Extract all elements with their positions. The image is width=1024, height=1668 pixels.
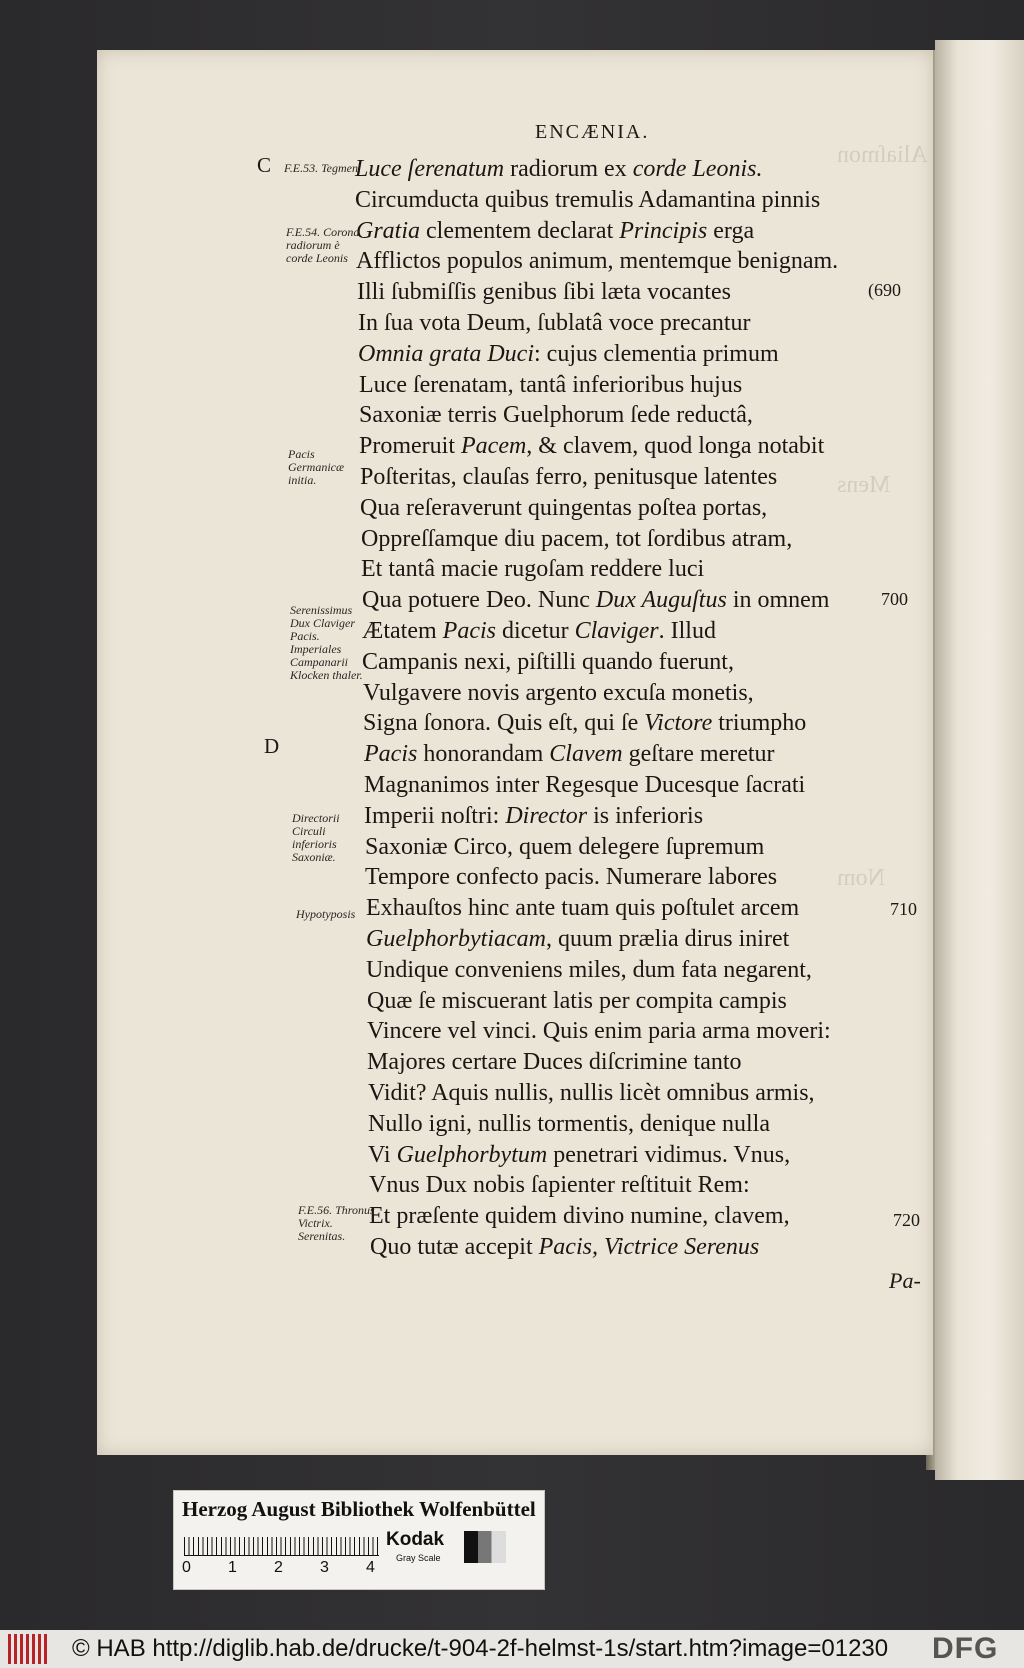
verse-line [368, 1079, 815, 1107]
verse-segment: Pacis [442, 618, 496, 644]
footer-bar [0, 1630, 1024, 1668]
verse-line [359, 432, 824, 460]
line-number: 700 [881, 589, 908, 609]
verse-segment: Oppreſſamque diu pacem, tot ſordibus atram, [361, 526, 793, 552]
verse-segment: Dux Auguſtus [595, 587, 727, 613]
verse-segment: Signa ſonora. Quis eſt, qui ſe [363, 710, 645, 736]
scale-ruler [184, 1537, 379, 1556]
verse-segment: corde Leonis. [632, 156, 763, 182]
gray-scale-patches [464, 1531, 506, 1563]
verse-segment: Vidit? Aquis nullis, nullis licèt omnibus armis, [368, 1080, 815, 1106]
library-name: Herzog August Bibliothek Wolfenbüttel [182, 1497, 536, 1521]
signature-mark-d: D [264, 734, 280, 758]
verse-segment: Guelphorbytiacam [366, 926, 546, 952]
verse-segment: is inferioris [587, 803, 704, 829]
verse-line [355, 155, 762, 183]
ruler-number: 4 [366, 1559, 375, 1576]
side-note: Hypotyposis [296, 907, 356, 921]
verse-line [364, 771, 805, 799]
verse-line [360, 494, 767, 522]
line-number: 710 [890, 899, 917, 919]
verse-segment: Principis [619, 218, 708, 244]
verse-line [367, 1048, 742, 1076]
verse-segment: Campanis nexi, piſtilli quando fuerunt, [362, 649, 734, 675]
verse-segment: Omnia grata Duci [358, 341, 534, 367]
footer-url[interactable]: © HAB http://diglib.hab.de/drucke/t-904-2f-helmst-1s/start.htm?image=01230 [72, 1635, 889, 1662]
verse-segment: Clavem [549, 741, 623, 767]
ruler-number: 1 [228, 1559, 237, 1576]
verse-segment: in omnem [726, 587, 830, 613]
verse-segment: Pacem [461, 433, 527, 459]
verse-segment: dicetur [495, 618, 575, 644]
verse-line [355, 186, 820, 214]
verse-segment: Saxoniæ terris Guelphorum ſede reductâ, [359, 402, 753, 428]
verse-segment: Undique conveniens miles, dum fata negarent, [366, 957, 812, 983]
verse-segment: Claviger [574, 618, 659, 644]
verse-segment: penetrari vidimus. Vnus, [547, 1142, 791, 1168]
verse-line [361, 555, 704, 583]
verse-segment: Ætatem [362, 618, 443, 644]
verse-segment: Vincere vel vinci. Quis enim paria arma moveri: [367, 1018, 831, 1044]
verse-line [356, 247, 838, 275]
verse-line [366, 894, 799, 922]
verse-line [366, 925, 789, 953]
verse-line [365, 863, 777, 891]
verse-line [364, 740, 775, 768]
verse-line [370, 1233, 759, 1261]
verse-segment: Nullo igni, nullis tormentis, denique nulla [368, 1111, 770, 1137]
verse-line [362, 617, 716, 645]
verse-segment: Tempore confecto pacis. Numerare labores [365, 864, 778, 890]
verse-line [369, 1202, 790, 1230]
verse-segment: Pacis [364, 741, 418, 767]
bleed-through: Nom [837, 865, 885, 891]
ruler-number: 0 [182, 1559, 191, 1576]
verse-segment: Circumducta quibus tremulis Adamantina pinnis [355, 187, 821, 213]
verse-segment: Illi ſubmiſſis genibus ſibi læta vocantes [357, 279, 731, 305]
verse-line [363, 709, 806, 737]
verse-segment: Quæ ſe miscuerant latis per compita campis [367, 988, 787, 1014]
verse-segment: Majores certare Duces diſcrimine tanto [367, 1049, 742, 1075]
running-head: ENCÆNIA. [535, 121, 650, 143]
dfg-logo: DFG [932, 1632, 999, 1665]
side-note: F.E.53. Tegmen. [284, 161, 362, 175]
verse-line [359, 401, 753, 429]
side-note: Serenissimus Dux Claviger Pacis. Imperiales Campanarii Klocken thaler. [290, 603, 363, 682]
verse-segment: Afflictos populos animum, mentemque benignam. [356, 248, 839, 274]
side-note: Directorii Circuli inferioris Saxoniæ. [292, 811, 340, 864]
verse-segment: Luce ſerenatam, tantâ inferioribus hujus [359, 372, 743, 398]
bleed-through: Aliaſmon [837, 142, 928, 168]
barcode-icon [8, 1634, 48, 1664]
signature-mark-c: C [257, 153, 272, 177]
side-note: F.E.54. Corona radiorum è corde Leonis [286, 225, 360, 265]
verse-line [361, 525, 792, 553]
verse-line [364, 802, 703, 830]
verse-segment: Et præſente quidem divino numine, clavem, [369, 1203, 790, 1229]
verse-segment: : cujus clementia primum [534, 341, 779, 367]
verse-segment: Exhauſtos hinc ante tuam quis poſtulet arcem [366, 895, 800, 921]
verse-line [365, 833, 764, 861]
verse-segment: In ſua vota Deum, ſublatâ voce precantur [358, 310, 751, 336]
verse-segment: Poſteritas, clauſas ferro, penitusque latentes [360, 464, 778, 490]
verse-segment: Pacis, Victrice Serenus [538, 1234, 760, 1260]
ruler-number: 3 [320, 1559, 329, 1576]
verse-line [362, 648, 734, 676]
adjacent-page-edge [935, 40, 1024, 1480]
verse-segment: Qua potuere Deo. Nunc [362, 587, 596, 613]
verse-line [356, 217, 754, 245]
verse-segment: Qua reſeraverunt quingentas poſtea portas, [360, 495, 768, 521]
catchword: Pa- [889, 1268, 921, 1293]
library-label [173, 1490, 545, 1590]
verse-segment: , quum prælia dirus iniret [545, 926, 790, 952]
verse-segment: Imperii noſtri: [364, 803, 506, 829]
verse-line [363, 679, 754, 707]
side-note: Pacis Germanicæ initia. [288, 447, 344, 487]
side-note: F.E.56. Thronus Victrix. Serenitas. [298, 1203, 375, 1243]
verse-segment: triumpho [712, 710, 807, 736]
verse-segment: Gratia [356, 218, 421, 244]
verse-segment: Magnanimos inter Regesque Ducesque ſacrati [364, 772, 806, 798]
verse-segment: Et tantâ macie rugoſam reddere luci [361, 556, 705, 582]
verse-line [367, 1017, 831, 1045]
verse-segment: Vi [368, 1142, 397, 1168]
verse-segment: Promeruit [359, 433, 461, 459]
verse-segment: Guelphorbytum [396, 1142, 548, 1168]
verse-segment: clementem declarat [420, 218, 620, 244]
verse-segment: geſtare meretur [622, 741, 775, 767]
ruler-number: 2 [274, 1559, 283, 1576]
gray-scale-label: Gray Scale [396, 1553, 441, 1563]
verse-segment: Luce ſerenatum [355, 156, 505, 182]
line-number: (690 [868, 280, 901, 300]
verse-segment: , & clavem, quod longa notabit [526, 433, 825, 459]
verse-line [360, 463, 777, 491]
verse-line [358, 340, 779, 368]
verse-segment: Victore [644, 710, 713, 736]
kodak-logo: Kodak [386, 1529, 445, 1550]
verse-segment: Vnus Dux nobis ſapienter reſtituit Rem: [369, 1172, 750, 1198]
verse-segment: Quo tutæ accepit [370, 1234, 539, 1260]
verse-line [357, 278, 731, 306]
line-number: 720 [893, 1210, 920, 1230]
verse-segment: erga [707, 218, 755, 244]
verse-line [367, 987, 787, 1015]
verse-line [369, 1171, 750, 1199]
verse-segment: . Illud [658, 618, 716, 644]
verse-line [358, 309, 751, 337]
verse-segment: honorandam [417, 741, 550, 767]
verse-segment: Saxoniæ Circo, quem delegere ſupremum [365, 834, 765, 860]
verse-segment: radiorum ex [504, 156, 633, 182]
verse-line [368, 1141, 790, 1169]
verse-segment: Vulgavere novis argento excuſa monetis, [363, 680, 754, 706]
verse-line [368, 1110, 770, 1138]
bleed-through: Mens [837, 472, 891, 498]
verse-line [359, 371, 742, 399]
verse-line [366, 956, 812, 984]
verse-segment: Director [505, 803, 588, 829]
verse-line [362, 586, 829, 614]
